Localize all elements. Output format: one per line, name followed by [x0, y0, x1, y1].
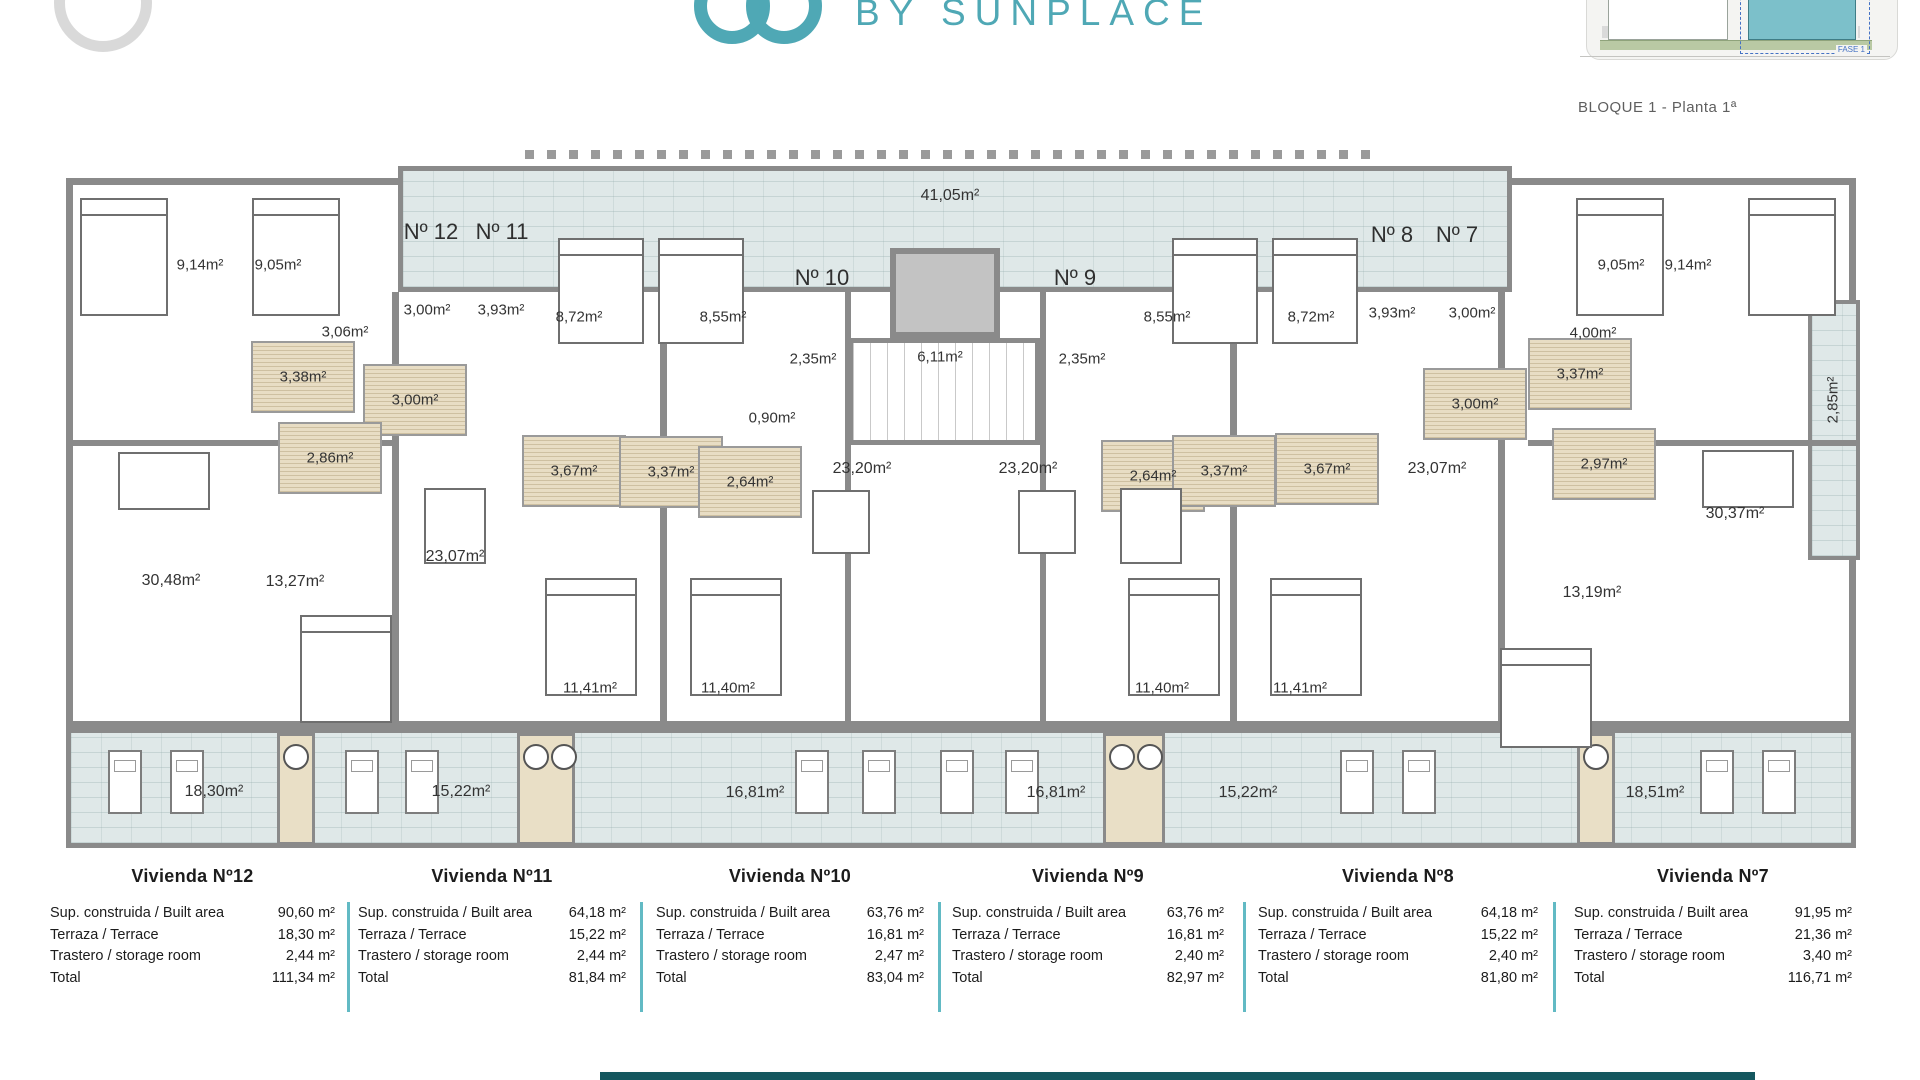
room-area-label: 6,11m² — [917, 348, 963, 366]
room-area-label: 3,67m² — [1303, 460, 1351, 478]
table-row — [1258, 925, 1538, 947]
vivienda-title: Vivienda Nº12 — [131, 866, 254, 886]
bed — [690, 578, 782, 696]
washing-machine-icon — [1137, 744, 1163, 770]
washing-machine-icon — [283, 744, 309, 770]
row-value: 111,34 m² — [271, 969, 335, 986]
row-value: 2,40 m² — [1174, 948, 1224, 964]
room-area-label: 3,38m² — [279, 368, 327, 386]
room-area-label: 11,41m² — [1273, 679, 1327, 697]
row-value: 83,04 m² — [866, 969, 924, 986]
room-area-label: 9,14m² — [176, 256, 224, 274]
sun-lounger — [1005, 750, 1039, 814]
table-row — [358, 903, 626, 925]
room-area-label: 9,14m² — [1664, 256, 1712, 274]
sun-lounger — [1340, 750, 1374, 814]
room-area-label: 8,55m² — [1143, 308, 1191, 326]
vivienda-title: Vivienda Nº9 — [1032, 866, 1144, 886]
row-value: 63,76 m² — [866, 905, 924, 921]
room-area-label: 2,64m² — [1129, 467, 1177, 485]
room-area-label: 11,41m² — [563, 679, 617, 697]
row-label: Total — [952, 969, 983, 986]
table-row — [1258, 968, 1538, 990]
row-value: 82,97 m² — [1166, 969, 1224, 986]
table-row — [50, 946, 335, 968]
row-label: Terraza / Terrace — [656, 926, 765, 943]
row-label: Sup. construida / Built area — [358, 905, 533, 921]
row-label: Sup. construida / Built area — [50, 905, 225, 921]
row-label: Total — [1574, 969, 1605, 986]
vivienda-summary-table — [656, 866, 924, 989]
row-label: Sup. construida / Built area — [1258, 905, 1433, 921]
unit-number-label: Nº 11 — [475, 219, 529, 244]
room-area-label: 3,67m² — [550, 462, 598, 480]
bed — [658, 238, 744, 344]
bed — [300, 615, 392, 723]
row-label: Terraza / Terrace — [952, 926, 1061, 943]
row-value: 2,44 m² — [576, 948, 626, 964]
room-area-label: 23,20m² — [998, 460, 1058, 477]
row-label: Total — [656, 969, 687, 986]
bed — [80, 198, 168, 316]
room-area-label: 2,35m² — [789, 350, 837, 368]
room-area-label: 8,72m² — [1287, 308, 1335, 326]
table-row — [952, 903, 1224, 925]
phase-label: FASE 1 — [1837, 45, 1865, 54]
row-value: 2,47 m² — [874, 948, 924, 964]
table-divider — [640, 902, 643, 1012]
brand-wordmark: BY SUNPLACE — [855, 0, 1213, 33]
row-label: Total — [50, 969, 81, 986]
row-label: Terraza / Terrace — [1574, 926, 1683, 943]
room-area-label: 16,81m² — [725, 784, 785, 801]
row-label: Trastero / storage room — [50, 948, 201, 964]
room-area-label: 23,07m² — [1407, 460, 1467, 477]
bed — [555, 238, 644, 344]
row-label: Terraza / Terrace — [1258, 926, 1367, 943]
room-area-label: 3,93m² — [477, 301, 525, 319]
room-area-label: 15,22m² — [431, 783, 491, 800]
sun-lounger — [940, 750, 974, 814]
washing-machine-icon — [1109, 744, 1135, 770]
table-row — [656, 925, 924, 947]
row-label: Terraza / Terrace — [358, 926, 467, 943]
table-row — [1574, 946, 1852, 968]
vivienda-summary-table — [1574, 866, 1852, 989]
table-row — [358, 946, 626, 968]
sun-lounger — [862, 750, 896, 814]
vivienda-summary-table — [358, 866, 626, 989]
footer-bar — [600, 1072, 1755, 1080]
table-row — [952, 946, 1224, 968]
table-row — [50, 903, 335, 925]
row-value: 64,18 m² — [1480, 905, 1538, 921]
table-row — [50, 968, 335, 990]
table-row — [656, 968, 924, 990]
bed — [1270, 578, 1362, 696]
table-divider — [1553, 902, 1556, 1012]
sun-lounger — [405, 750, 439, 814]
row-label: Total — [1258, 969, 1289, 986]
row-label: Trastero / storage room — [358, 948, 509, 964]
washing-machine-icon — [523, 744, 549, 770]
room-area-label: 18,30m² — [184, 783, 244, 800]
row-value: 81,80 m² — [1480, 969, 1538, 986]
row-value: 15,22 m² — [1480, 926, 1538, 943]
room-area-label: 0,90m² — [748, 409, 796, 427]
row-value: 2,40 m² — [1488, 948, 1538, 964]
row-value: 21,36 m² — [1794, 926, 1852, 943]
table-row — [1258, 903, 1538, 925]
room-area-label: 11,40m² — [701, 679, 755, 697]
table-divider — [938, 902, 941, 1012]
unit-number-label: Nº 10 — [794, 265, 850, 290]
row-label: Trastero / storage room — [1574, 948, 1725, 964]
interior-wall — [1230, 292, 1237, 728]
sun-lounger — [1762, 750, 1796, 814]
room-area-label: 30,37m² — [1705, 505, 1765, 522]
sun-lounger — [170, 750, 204, 814]
row-label: Sup. construida / Built area — [952, 905, 1127, 921]
table-row — [1258, 946, 1538, 968]
room-area-label: 2,97m² — [1580, 455, 1628, 473]
row-value: 116,71 m² — [1787, 969, 1852, 986]
row-value: 16,81 m² — [866, 926, 924, 943]
row-value: 15,22 m² — [568, 926, 626, 943]
room-area-label: 18,51m² — [1625, 784, 1685, 801]
sun-lounger — [345, 750, 379, 814]
bed — [545, 578, 637, 696]
bed — [1172, 238, 1258, 344]
room-area-label: 16,81m² — [1026, 784, 1086, 801]
dining-table — [118, 452, 210, 510]
room-area-label: 3,37m² — [647, 463, 695, 481]
table-row — [952, 925, 1224, 947]
vivienda-summary-table — [50, 866, 335, 989]
table-divider — [347, 902, 350, 1012]
room-area-label: 2,85m² — [1824, 376, 1842, 424]
table-row — [952, 968, 1224, 990]
row-value: 91,95 m² — [1794, 905, 1852, 921]
vivienda-title: Vivienda Nº8 — [1342, 866, 1454, 886]
row-label: Trastero / storage room — [1258, 948, 1409, 964]
table-row — [358, 925, 626, 947]
row-label: Terraza / Terrace — [50, 926, 159, 943]
room-area-label: 2,35m² — [1058, 350, 1106, 368]
row-label: Sup. construida / Built area — [656, 905, 831, 921]
dining-table — [1120, 488, 1182, 564]
room-area-label: 13,19m² — [1562, 584, 1622, 601]
sun-lounger — [795, 750, 829, 814]
roof-dashed-line — [525, 150, 1370, 159]
vivienda-title: Vivienda Nº7 — [1657, 866, 1769, 886]
table-row — [1574, 925, 1852, 947]
room-area-label: 3,00m² — [403, 301, 451, 319]
table-row — [50, 925, 335, 947]
room-area-label: 15,22m² — [1218, 784, 1278, 801]
unit-number-label: Nº 7 — [1435, 222, 1479, 247]
sheet-caption: BLOQUE 1 - Planta 1ª — [1578, 99, 1737, 116]
room-area-label: 8,55m² — [699, 308, 747, 326]
row-label: Total — [358, 969, 389, 986]
room-area-label: 9,05m² — [1597, 256, 1645, 274]
sun-lounger — [108, 750, 142, 814]
unit-number-label: Nº 9 — [1053, 265, 1097, 290]
row-value: 16,81 m² — [1166, 926, 1224, 943]
sun-lounger — [1700, 750, 1734, 814]
row-label: Trastero / storage room — [656, 948, 807, 964]
bed — [1748, 198, 1836, 316]
washing-machine-icon — [551, 744, 577, 770]
vivienda-title: Vivienda Nº10 — [728, 866, 852, 886]
vivienda-title: Vivienda Nº11 — [431, 866, 553, 886]
interior-wall — [660, 292, 667, 728]
room-area-label: 2,64m² — [726, 473, 774, 491]
room-area-label: 30,48m² — [141, 572, 201, 589]
bed — [1500, 648, 1592, 748]
dining-table — [1018, 490, 1076, 554]
room-area-label: 3,93m² — [1368, 304, 1416, 322]
table-row — [1574, 903, 1852, 925]
row-value: 63,76 m² — [1166, 905, 1224, 921]
row-value: 64,18 m² — [568, 905, 626, 921]
dining-table — [812, 490, 870, 554]
bed — [1128, 578, 1220, 696]
room-area-label: 8,72m² — [555, 308, 603, 326]
row-value: 81,84 m² — [568, 969, 626, 986]
room-area-label: 3,37m² — [1556, 365, 1604, 383]
table-row — [656, 903, 924, 925]
unit-summary-tables — [0, 862, 1920, 1022]
side-balcony — [1808, 300, 1860, 560]
room-area-label: 41,05m² — [920, 187, 980, 204]
room-area-label: 4,00m² — [1569, 324, 1617, 342]
table-row — [1574, 968, 1852, 990]
room-area-label: 3,00m² — [1448, 304, 1496, 322]
room-area-label: 3,00m² — [391, 391, 439, 409]
room-area-label: 23,07m² — [425, 548, 485, 565]
room-area-label: 13,27m² — [265, 573, 325, 590]
room-area-label: 9,05m² — [254, 256, 302, 274]
table-divider — [1243, 902, 1246, 1012]
room-area-label: 2,86m² — [306, 449, 354, 467]
dining-table — [1702, 450, 1794, 508]
vivienda-summary-table — [1258, 866, 1538, 989]
row-label: Trastero / storage room — [952, 948, 1103, 964]
table-row — [656, 946, 924, 968]
room-area-label: 11,40m² — [1135, 679, 1189, 697]
unit-number-label: Nº 8 — [1370, 222, 1414, 247]
room-area-label: 3,00m² — [1451, 395, 1499, 413]
elevator-shaft — [890, 248, 1000, 338]
row-value: 18,30 m² — [277, 926, 335, 943]
room-area-label: 23,20m² — [832, 460, 892, 477]
row-value: 90,60 m² — [277, 905, 335, 921]
interior-wall — [392, 292, 399, 728]
vivienda-summary-table — [952, 866, 1224, 989]
row-value: 3,40 m² — [1802, 948, 1852, 964]
unit-number-label: Nº 12 — [403, 219, 459, 244]
row-label: Sup. construida / Built area — [1574, 905, 1749, 921]
row-value: 2,44 m² — [285, 948, 335, 964]
bed — [1272, 238, 1358, 344]
sun-lounger — [1402, 750, 1436, 814]
table-row — [358, 968, 626, 990]
room-area-label: 3,37m² — [1200, 462, 1248, 480]
room-area-label: 3,06m² — [321, 323, 369, 341]
